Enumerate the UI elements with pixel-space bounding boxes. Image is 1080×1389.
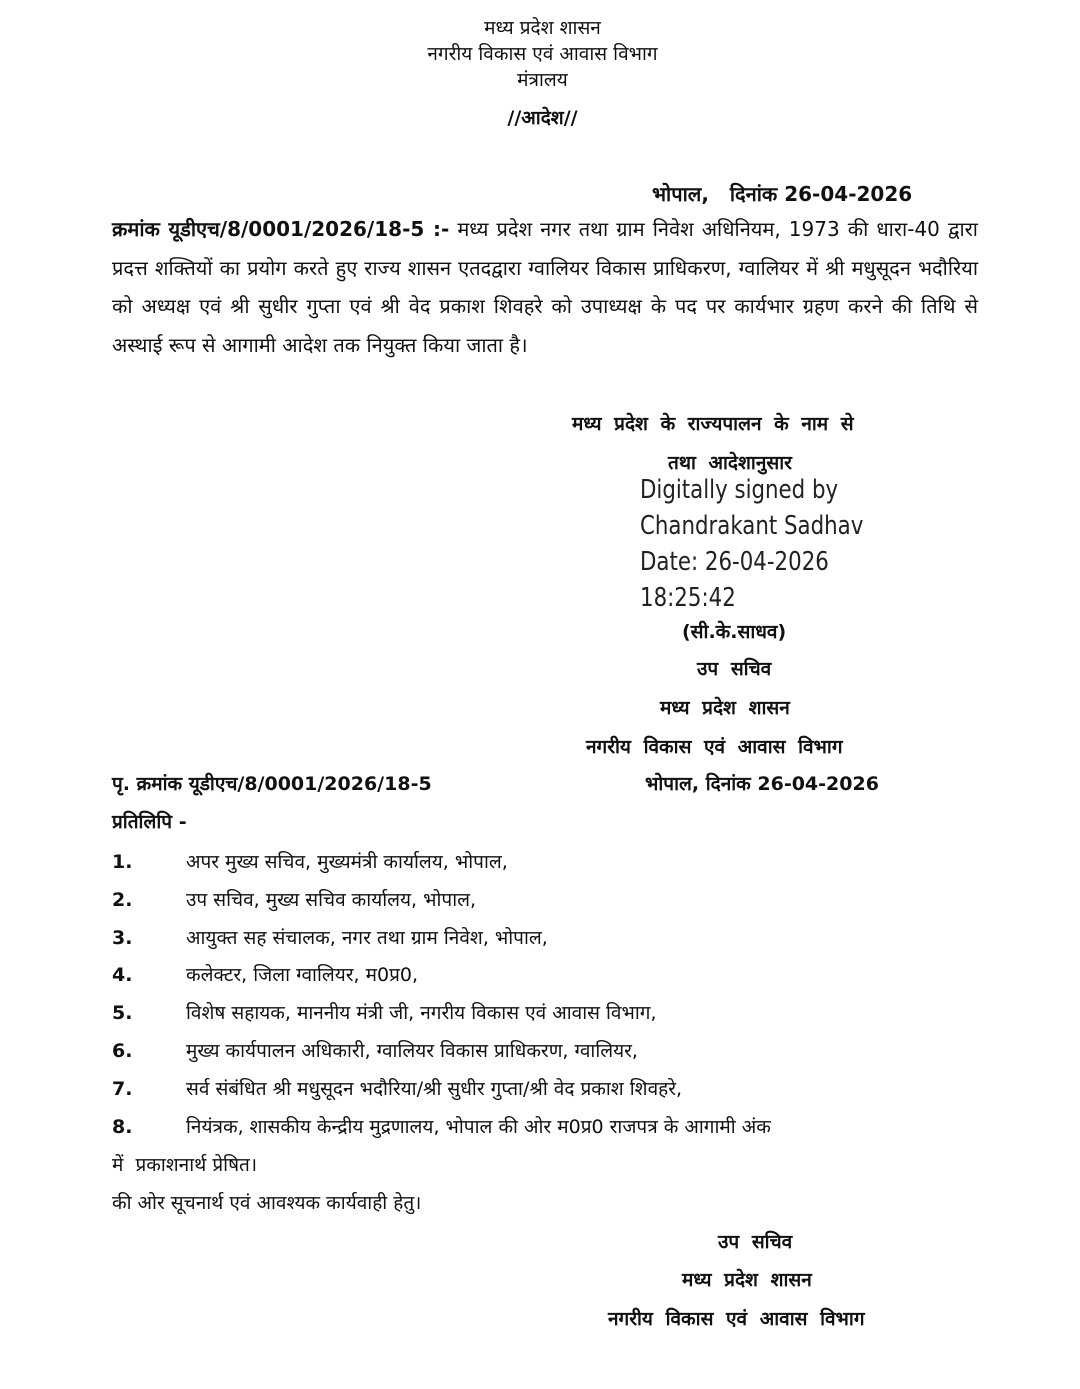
digital-signature-line: Digitally signed by	[640, 475, 839, 505]
signatory-government: मध्य प्रदेश शासन	[660, 697, 790, 719]
digital-signature-time: 18:25:42	[640, 583, 736, 613]
order-paragraph	[112, 210, 978, 364]
copy-list-item: 8. नियंत्रक, शासकीय केन्द्रीय मुद्रणालय, भोपाल की ओर म0प्र0 राजपत्र के आगामी अंक	[112, 1116, 771, 1138]
footer-designation: उप सचिव	[718, 1231, 793, 1253]
footer-department: नगरीय विकास एवं आवास विभाग	[608, 1308, 865, 1330]
copy-label: प्रतिलिपि -	[112, 811, 187, 833]
digital-signature-stamp	[640, 472, 863, 616]
copy-reference-number: पृ. क्रमांक यूडीएच/8/0001/2026/18-5	[112, 773, 432, 795]
header-ministry: मंत्रालय	[517, 69, 568, 91]
order-body: मध्य प्रदेश नगर तथा ग्राम निवेश अधिनियम, 1973 की धारा-40 द्वारा प्रदत्त शक्तियों का प्रयोग करते हुए राज्य शासन एतदद्वारा ग्वालियर विकास प्राधिकरण, ग्वालियर में श्री मधुसूदन भदौरिया को अध्यक्ष एवं श्री सुधीर गुप्ता एवं श्री वेद प्रकाश शिवहरे को उपाध्यक्ष के पद पर कार्यभार ग्रहण करने की तिथि से अस्थाई रूप से आगामी आदेश तक नियुक्त किया जाता है।	[112, 217, 978, 357]
digital-signature-date: Date: 26-04-2026	[640, 547, 829, 577]
copy-place-date: भोपाल, दिनांक 26-04-2026	[645, 773, 879, 795]
header-department: नगरीय विकास एवं आवास विभाग	[427, 43, 658, 65]
signatory-name: (सी.के.साधव)	[682, 621, 787, 643]
copy-list-item: 7. सर्व संबंधित श्री मधुसूदन भदौरिया/श्री सुधीर गुप्ता/श्री वेद प्रकाश शिवहरे,	[112, 1078, 683, 1100]
copy-list-item: 4. कलेक्टर, जिला ग्वालियर, म0प्र0,	[112, 964, 419, 986]
place-date: भोपाल, दिनांक 26-04-2026	[652, 182, 913, 206]
copy-list-item: 3. आयुक्त सह संचालक, नगर तथा ग्राम निवेश, भोपाल,	[112, 927, 548, 949]
copy-item8-continuation: में प्रकाशनार्थ प्रेषित।	[112, 1154, 258, 1176]
footer-government: मध्य प्रदेश शासन	[682, 1269, 812, 1291]
digital-signature-signer: Chandrakant Sadhav	[640, 511, 864, 541]
governor-name-line: मध्य प्रदेश के राज्यपालन के नाम से	[572, 413, 854, 435]
copy-closing-line: की ओर सूचनार्थ एवं आवश्यक कार्यवाही हेतु।	[112, 1192, 422, 1214]
copy-list-item: 5. विशेष सहायक, माननीय मंत्री जी, नगरीय विकास एवं आवास विभाग,	[112, 1002, 657, 1024]
copy-list-item: 2. उप सचिव, मुख्य सचिव कार्यालय, भोपाल,	[112, 889, 477, 911]
order-title: //आदेश//	[507, 107, 578, 129]
header-government: मध्य प्रदेश शासन	[484, 17, 601, 39]
signatory-department: नगरीय विकास एवं आवास विभाग	[586, 736, 843, 758]
copy-list-item: 6. मुख्य कार्यपालन अधिकारी, ग्वालियर विकास प्राधिकरण, ग्वालियर,	[112, 1040, 638, 1062]
copy-list-item: 1. अपर मुख्य सचिव, मुख्यमंत्री कार्यालय, भोपाल,	[112, 851, 508, 873]
as-per-order-line: तथा आदेशानुसार	[668, 452, 792, 474]
order-number: क्रमांक यूडीएच/8/0001/2026/18-5 :-	[112, 217, 450, 241]
signatory-designation: उप सचिव	[697, 658, 772, 680]
